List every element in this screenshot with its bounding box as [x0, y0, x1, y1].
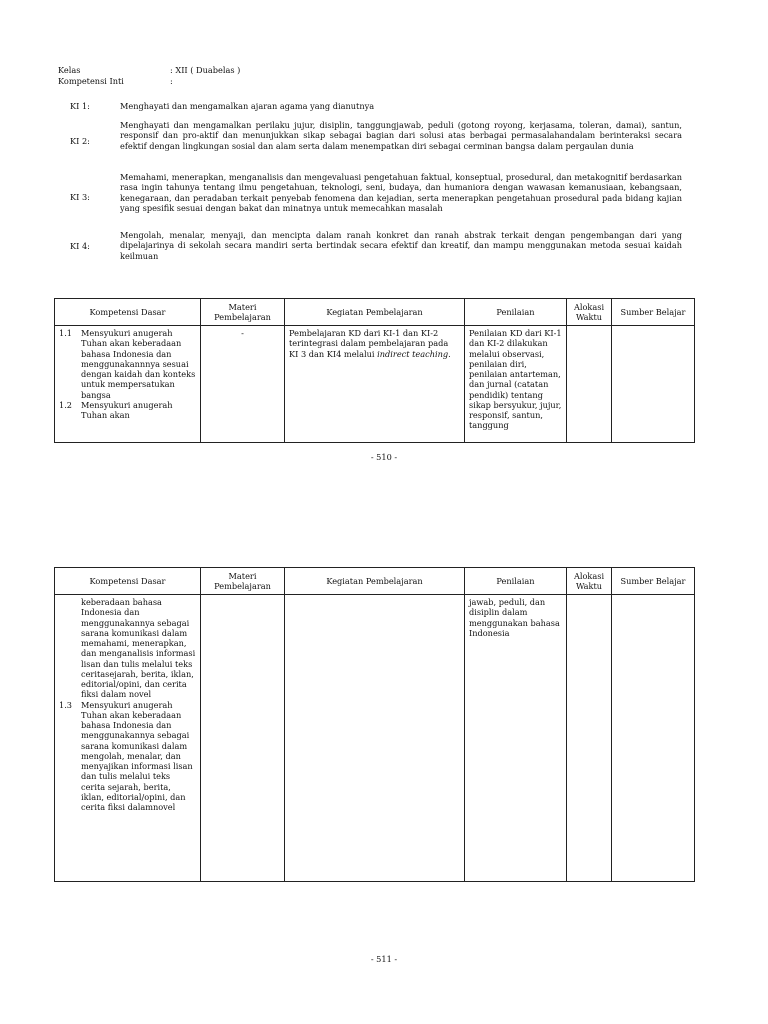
sumber-cell [612, 326, 695, 443]
kelas-label: Kelas [58, 65, 81, 75]
ki-text: Menghayati dan mengamalkan perilaku jujur, disiplin, tanggungjawab, peduli (gotong royong, kerjasama, toleran, damai), santun, responsif dan pro-aktif dan menunjukkan sikap sebagai bagian dari solusi atas berbagai permasalahandalam berinteraksi secara efektif dengan lingkungan sosial dan alam serta dalam menempatkan diri sebagai cerminan bangsa dalam pergaulan dunia [120, 120, 682, 151]
header-sumber: Sumber Belajar [612, 299, 695, 326]
alokasi-cell [567, 595, 612, 882]
header-sumber: Sumber Belajar [612, 568, 695, 595]
alokasi-cell [567, 326, 612, 443]
kompetensi-inti-value: : [170, 76, 173, 86]
header-penilaian: Penilaian [465, 299, 567, 326]
kompetensi-inti-label: Kompetensi Inti [58, 76, 124, 86]
ki-text: Memahami, menerapkan, menganalisis dan mengevaluasi pengetahuan faktual, konseptual, prosedural, dan metakognitif berdasarkan rasa ingin tahunya tentang ilmu pengetahuan, teknologi, seni, budaya, dan humaniora dengan wawasan kemanusiaan, kebangsaan, kenegaraan, dan peradaban terkait penyebab fenomena dan kejadian, serta menerapkan pengetahuan prosedural pada bidang kajian yang spesifik sesuai dengan bakat dan minatnya untuk memecahkan masalah [120, 172, 682, 213]
kd-number: 1.1 [59, 328, 73, 338]
header-materi: Materi Pembelajaran [201, 299, 285, 326]
header-kegiatan: Kegiatan Pembelajaran [285, 299, 465, 326]
kd-text: Mensyukuri anugerah Tuhan akan keberadaan bahasa Indonesia dan menggunakannya sebagai sarana komunikasi dalam mengolah, menalar, dan menyajikan informasi lisan dan tulis melalui teks cerita sejarah, berita, iklan, editorial/opini, dan cerita fiksi dalamnovel [81, 699, 193, 812]
kd-number: 1.3 [59, 699, 73, 710]
ki-label: KI 2: [70, 136, 90, 146]
ki-label: KI 1: [70, 101, 90, 111]
kd-item [59, 597, 196, 700]
kegiatan-text: Pembelajaran KD dari KI-1 dan KI-2 terintegrasi dalam pembelajaran pada KI 3 dan KI4 melalui [289, 328, 449, 359]
kd-text: keberadaan bahasa Indonesia dan menggunakannya sebagai sarana komunikasi dalam memahami, menerapkan, dan menganalisis informasi lisan dan tulis melalui teks ceritasejarah, berita, iklan, editorial/opini, dan cerita fiksi dalam novel [81, 597, 196, 700]
sumber-cell [612, 595, 695, 882]
kegiatan-cell [285, 326, 465, 443]
header-kompetensi-dasar: Kompetensi Dasar [55, 568, 201, 595]
ki-text: Menghayati dan mengamalkan ajaran agama yang dianutnya [120, 101, 375, 111]
kd-item [59, 328, 196, 400]
ki-label: KI 4: [70, 241, 90, 251]
header-kompetensi-dasar: Kompetensi Dasar [55, 299, 201, 326]
page-number: - 511 - [370, 954, 398, 964]
penilaian-cell: jawab, peduli, dan disiplin dalam menggunakan bahasa Indonesia [465, 595, 567, 882]
header-penilaian: Penilaian [465, 568, 567, 595]
kelas-row [58, 65, 240, 75]
kd-table-page-510 [54, 298, 695, 443]
kelas-value: : XII ( Duabelas ) [170, 65, 241, 75]
kd-item [59, 400, 196, 421]
kd-number: 1.2 [59, 399, 73, 410]
ki-text: Mengolah, menalar, menyaji, dan mencipta dalam ranah konkret dan ranah abstrak terkait dengan pengembangan dari yang dipelajarinya di sekolah secara mandiri serta bertindak secara efektif dan kreatif, dan mampu menggunakan metoda sesuai kaidah keilmuan [120, 230, 682, 261]
kegiatan-cell [285, 595, 465, 882]
kd-cell [55, 595, 201, 882]
header-kegiatan: Kegiatan Pembelajaran [285, 568, 465, 595]
kd-item [59, 700, 196, 813]
kd-number [59, 597, 81, 700]
ki-label: KI 3: [70, 192, 90, 202]
kd-text: Mensyukuri anugerah Tuhan akan [81, 399, 173, 420]
page-number: - 510 - [370, 452, 398, 462]
header-alokasi: Alokasi Waktu [567, 299, 612, 326]
kegiatan-italic: indirect teaching. [377, 348, 451, 359]
kompetensi-inti-row [58, 76, 173, 86]
header-alokasi: Alokasi Waktu [567, 568, 612, 595]
penilaian-cell: Penilaian KD dari KI-1 dan KI-2 dilakukan melalui observasi, penilaian diri, penilaian antarteman, dan jurnal (catatan pendidik) tentang sikap bersyukur, jujur, responsif, santun, tanggung [465, 326, 567, 443]
kd-cell [55, 326, 201, 443]
materi-cell: - [201, 326, 285, 443]
materi-cell [201, 595, 285, 882]
kd-table-page-511 [54, 567, 695, 882]
kd-text: Mensyukuri anugerah Tuhan akan keberadaan bahasa Indonesia dan menggunakannnya sesuai dengan kaidah dan konteks untuk mempersatukan bangsa [81, 328, 196, 400]
header-materi: Materi Pembelajaran [201, 568, 285, 595]
